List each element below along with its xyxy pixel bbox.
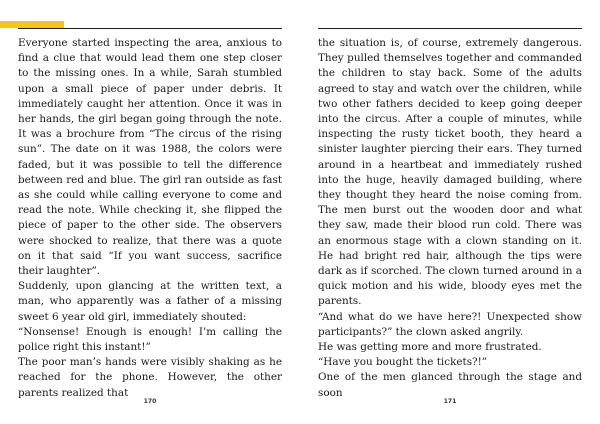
page-number: 170 [143, 398, 157, 405]
paragraph: Suddenly, upon glancing at the written text, a man, who apparently was a father of a missing sweet 6 year old girl, immediately shouted: [18, 280, 282, 323]
paragraph: “And what do we have here?! Unexpected show participants?” the clown asked angrily. [318, 310, 582, 338]
paragraph: the situation is, of course, extremely dangerous. They pulled themselves together and commanded the children to stay back. Some of the adults agreed to stay and watch over the children, while two other fathers decided to keep going deeper into the circus. After a couple of minutes, while inspecting the rusty ticket booth, they heard a sinister laughter piercing their ears. They turned around in a heartbeat and immediately rushed into the huge, heavily damaged building, where they thought they heard the noise coming from. The men burst out the wooden door and what they saw, made their blood run cold. There was an enormous stage with a clown standing on it. He had bright red hair, although the tips were dark as if scorched. The clown turned around in a quick motion and his wide, bloody eyes met the parents. [318, 37, 582, 308]
paragraph: “Nonsense! Enough is enough! I’m calling the police right this instant!” [18, 325, 282, 354]
header-rule [318, 28, 582, 29]
paragraph: “Have you bought the tickets?!” [318, 356, 488, 369]
paragraph: The poor man’s hands were visibly shaking as he reached for the phone. However, the other parents realized that [18, 356, 282, 399]
paragraph: Everyone started inspecting the area, anxious to find a clue that would lead them one step closer to the missing ones. In a while, Sarah stumbled upon a small piece of paper under debris. It immediately caught her attention. Once it was in her hands, the girl began going through the note. It was a brochure from “The circus of the rising sun”. The date on it was 1988, the colors were faded, but it was possible to tell the difference between red and blue. The girl ran outside as fast as she could while calling everyone to come and read the note. While checking it, she flipped the piece of paper to the other side. The observers were shocked to realize, that there was a quote on it that said “If you want success, sacrifice their laughter”. [18, 37, 282, 278]
paragraph: He was getting more and more frustrated. [318, 341, 542, 354]
accent-bar [0, 21, 64, 28]
body-text [18, 36, 282, 401]
paragraph: One of the men glanced through the stage and soon [318, 371, 582, 399]
page-number: 171 [443, 398, 457, 405]
right-page [300, 0, 600, 424]
header-rule [18, 28, 282, 29]
body-text [318, 36, 582, 401]
